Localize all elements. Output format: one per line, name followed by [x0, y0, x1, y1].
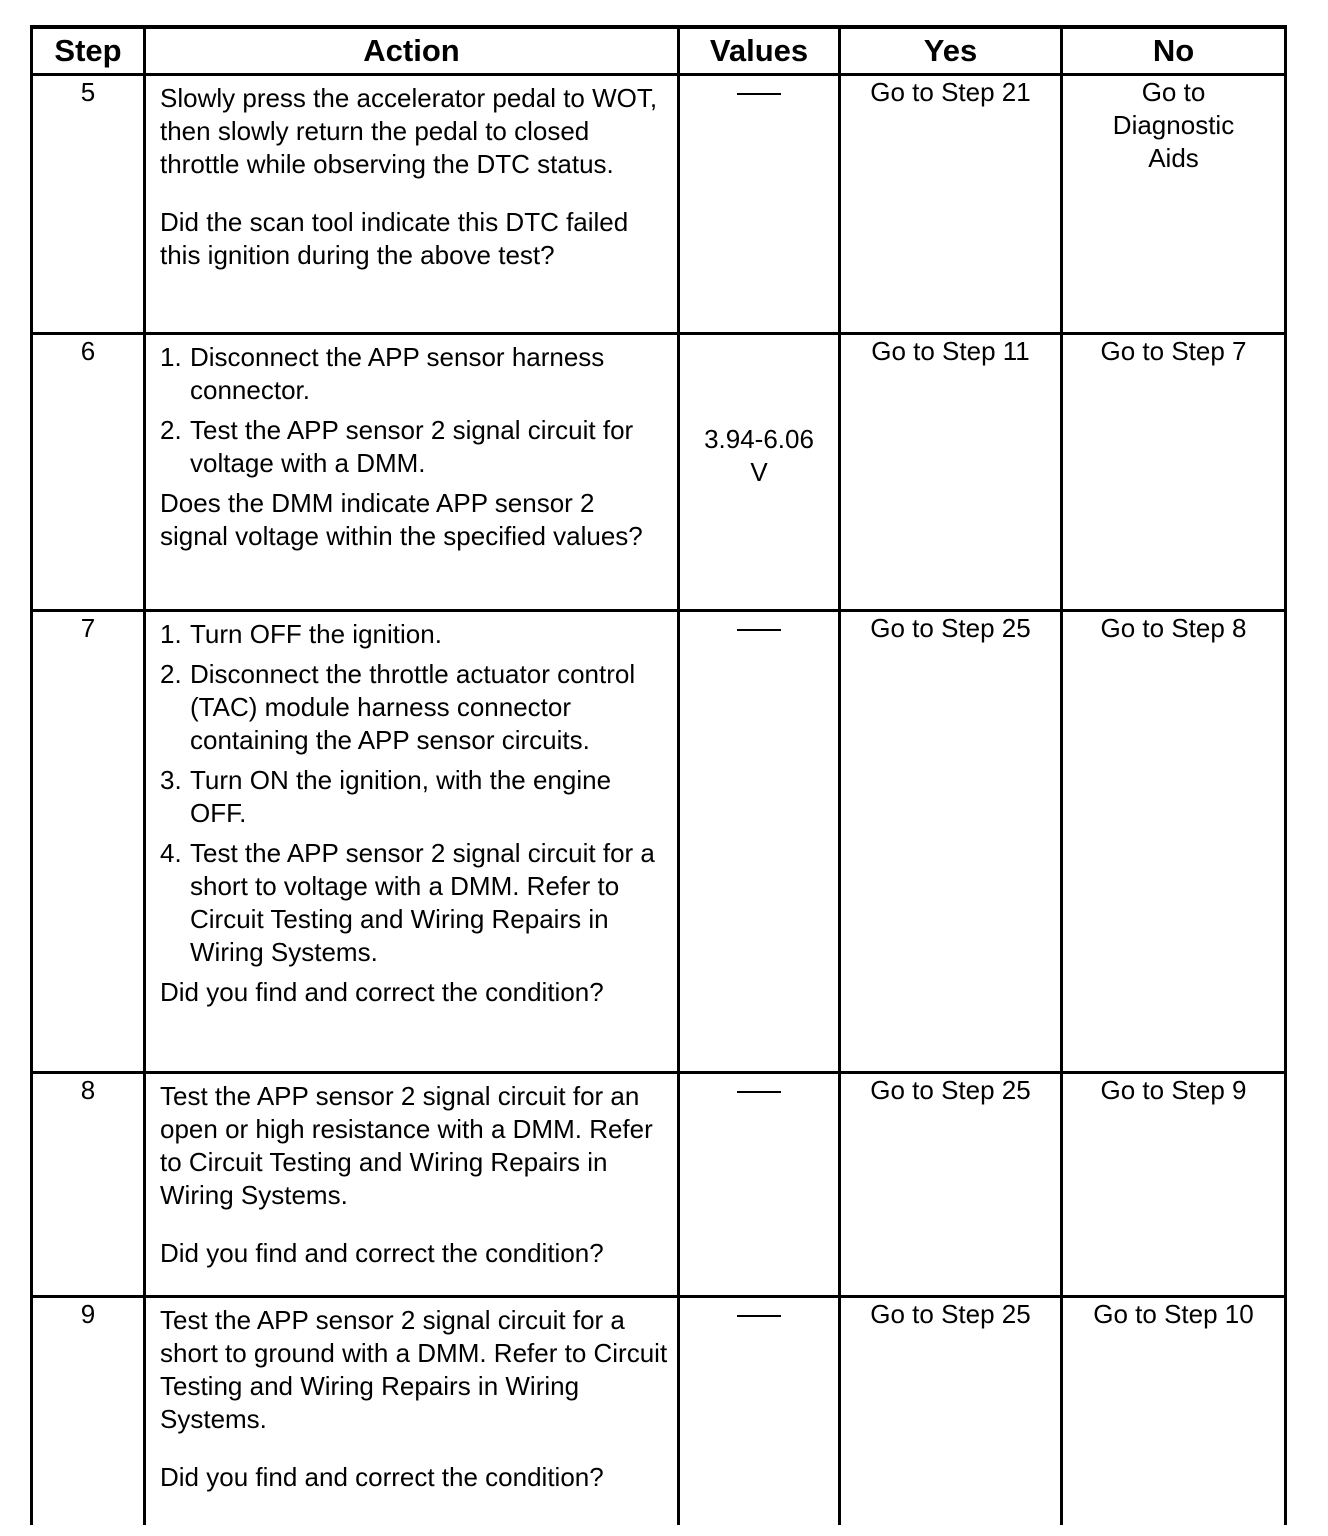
action-cell: [145, 75, 679, 334]
header-values: Values: [679, 27, 840, 75]
yes-cell: Go to Step 25: [840, 1073, 1062, 1297]
substep-text: Test the APP sensor 2 signal circuit for voltage with a DMM.: [190, 415, 634, 478]
action-question: Did the scan tool indicate this DTC failed this ignition during the above test?: [160, 207, 629, 270]
header-yes: Yes: [840, 27, 1062, 75]
values-cell: [679, 611, 840, 1073]
yes-cell: Go to Step 25: [840, 1297, 1062, 1525]
list-item: 1. Disconnect the APP sensor harness connector.: [160, 342, 605, 405]
action-text: Slowly press the accelerator pedal to WOT, then slowly return the pedal to closed throttle while observing the DTC status.: [160, 83, 658, 179]
no-cell: Go to Step 7: [1062, 334, 1286, 611]
action-question: Did you find and correct the condition?: [160, 1462, 604, 1492]
no-cell: Go to Step 8: [1062, 611, 1286, 1073]
action-cell: [145, 334, 679, 611]
step-number: 6: [32, 334, 145, 611]
yes-cell: Go to Step 21: [840, 75, 1062, 334]
table-row: [32, 75, 1286, 334]
action-question: Did you find and correct the condition?: [160, 977, 604, 1007]
action-cell: [145, 1073, 679, 1297]
action-text: Test the APP sensor 2 signal circuit for an open or high resistance with a DMM. Refer to Circuit Testing and Wiring Repairs in Wiring Systems.: [160, 1081, 653, 1210]
action-cell: [145, 611, 679, 1073]
list-item: 3. Turn ON the ignition, with the engine OFF.: [160, 765, 612, 828]
header-no: No: [1062, 27, 1286, 75]
no-value-dash: [737, 1091, 781, 1093]
list-item: 1. Turn OFF the ignition.: [160, 619, 442, 649]
yes-cell: Go to Step 25: [840, 611, 1062, 1073]
action-text: Test the APP sensor 2 signal circuit for a short to ground with a DMM. Refer to Circuit Testing and Wiring Repairs in Wiring Systems.: [160, 1305, 668, 1434]
step-number: 8: [32, 1073, 145, 1297]
step-number: 5: [32, 75, 145, 334]
action-question: Did you find and correct the condition?: [160, 1238, 604, 1268]
substep-text: Turn OFF the ignition.: [190, 619, 442, 649]
no-cell: [1062, 75, 1286, 334]
diagnostic-table: [30, 25, 1287, 1525]
table-header-row: [32, 27, 1286, 75]
substep-text: Disconnect the throttle actuator control (TAC) module harness connector containing the APP sensor circuits.: [190, 659, 636, 755]
action-cell: [145, 1297, 679, 1525]
list-item: 4. Test the APP sensor 2 signal circuit for a short to voltage with a DMM. Refer to Circuit Testing and Wiring Repairs in Wiring Systems.: [160, 838, 655, 967]
step-number: 7: [32, 611, 145, 1073]
no-cell: Go to Step 9: [1062, 1073, 1286, 1297]
list-item: 2. Disconnect the throttle actuator control (TAC) module harness connector containing the APP sensor circuits.: [160, 659, 636, 755]
diagnostic-page: [30, 25, 1284, 1525]
substep-list: [160, 341, 669, 480]
action-question: Does the DMM indicate APP sensor 2 signal voltage within the specified values?: [160, 488, 643, 551]
substep-text: Test the APP sensor 2 signal circuit for a short to voltage with a DMM. Refer to Circuit Testing and Wiring Repairs in Wiring Systems.: [190, 838, 655, 967]
header-step: Step: [32, 27, 145, 75]
no-value-dash: [737, 93, 781, 95]
substep-list: [160, 618, 669, 969]
table-row: [32, 611, 1286, 1073]
no-result: Go to Diagnostic Aids: [1112, 77, 1235, 173]
no-value-dash: [737, 629, 781, 631]
substep-text: Turn ON the ignition, with the engine OFF.: [190, 765, 612, 828]
step-number: 9: [32, 1297, 145, 1525]
no-value-dash: [737, 1315, 781, 1317]
values-cell: [679, 75, 840, 334]
header-action: Action: [145, 27, 679, 75]
no-cell: Go to Step 10: [1062, 1297, 1286, 1525]
table-row: [32, 334, 1286, 611]
voltage-range: 3.94-6.06 V: [704, 424, 814, 487]
values-cell: [679, 1297, 840, 1525]
list-item: 2. Test the APP sensor 2 signal circuit for voltage with a DMM.: [160, 415, 634, 478]
values-cell: [679, 1073, 840, 1297]
table-row: [32, 1073, 1286, 1297]
substep-text: Disconnect the APP sensor harness connector.: [190, 342, 605, 405]
table-row: [32, 1297, 1286, 1525]
values-cell: [679, 334, 840, 611]
yes-cell: Go to Step 11: [840, 334, 1062, 611]
